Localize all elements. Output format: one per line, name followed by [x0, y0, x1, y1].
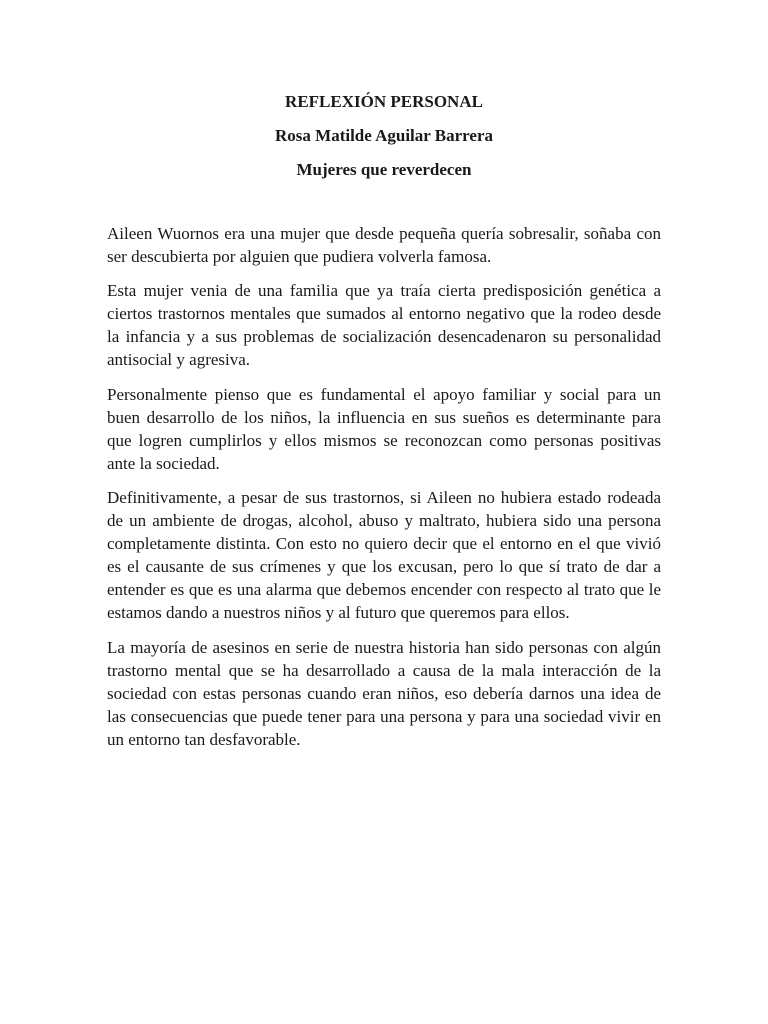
document-subtitle: Mujeres que reverdecen [296, 160, 472, 179]
document-body [107, 222, 661, 762]
paragraph-4: Definitivamente, a pesar de sus trastornos, si Aileen no hubiera estado rodeada de un ambiente de drogas, alcohol, abuso y maltrato, hubiera sido una persona completamente distinta. Con esto no quiero decir que el entorno en el que vivió es el causante de sus crímenes y que los excusan, pero lo que sí trato de dar a entender es que es una alarma que debemos encender con respecto al trato que le estamos dando a nuestros niños y al futuro que queremos para ellos. [107, 487, 661, 623]
document-header [0, 91, 768, 193]
author-name: Rosa Matilde Aguilar Barrera [275, 126, 493, 145]
paragraph-5: La mayoría de asesinos en serie de nuestra historia han sido personas con algún trastorno mental que se ha desarrollado a causa de la mala interacción de la sociedad con estas personas cuando eran niños, eso debería darnos una idea de las consecuencias que puede tener para una persona y para una sociedad vivir en un entorno tan desfavorable. [107, 637, 661, 749]
paragraph-1: Aileen Wuornos era una mujer que desde pequeña quería sobresalir, soñaba con ser descubierta por alguien que pudiera volverla famosa. [107, 224, 661, 267]
paragraph-3: Personalmente pienso que es fundamental el apoyo familiar y social para un buen desarrollo de los niños, la influencia en sus sueños es determinante para que logren cumplirlos y ellos mismos se reconozcan como personas positivas ante la sociedad. [107, 384, 661, 473]
paragraph-2: Esta mujer venia de una familia que ya traía cierta predisposición genética a ciertos trastornos mentales que sumados al entorno negativo que la rodeo desde la infancia y a sus problemas de socialización desencadenaron su personalidad antisocial y agresiva. [107, 281, 661, 370]
document-title: REFLEXIÓN PERSONAL [285, 92, 483, 111]
